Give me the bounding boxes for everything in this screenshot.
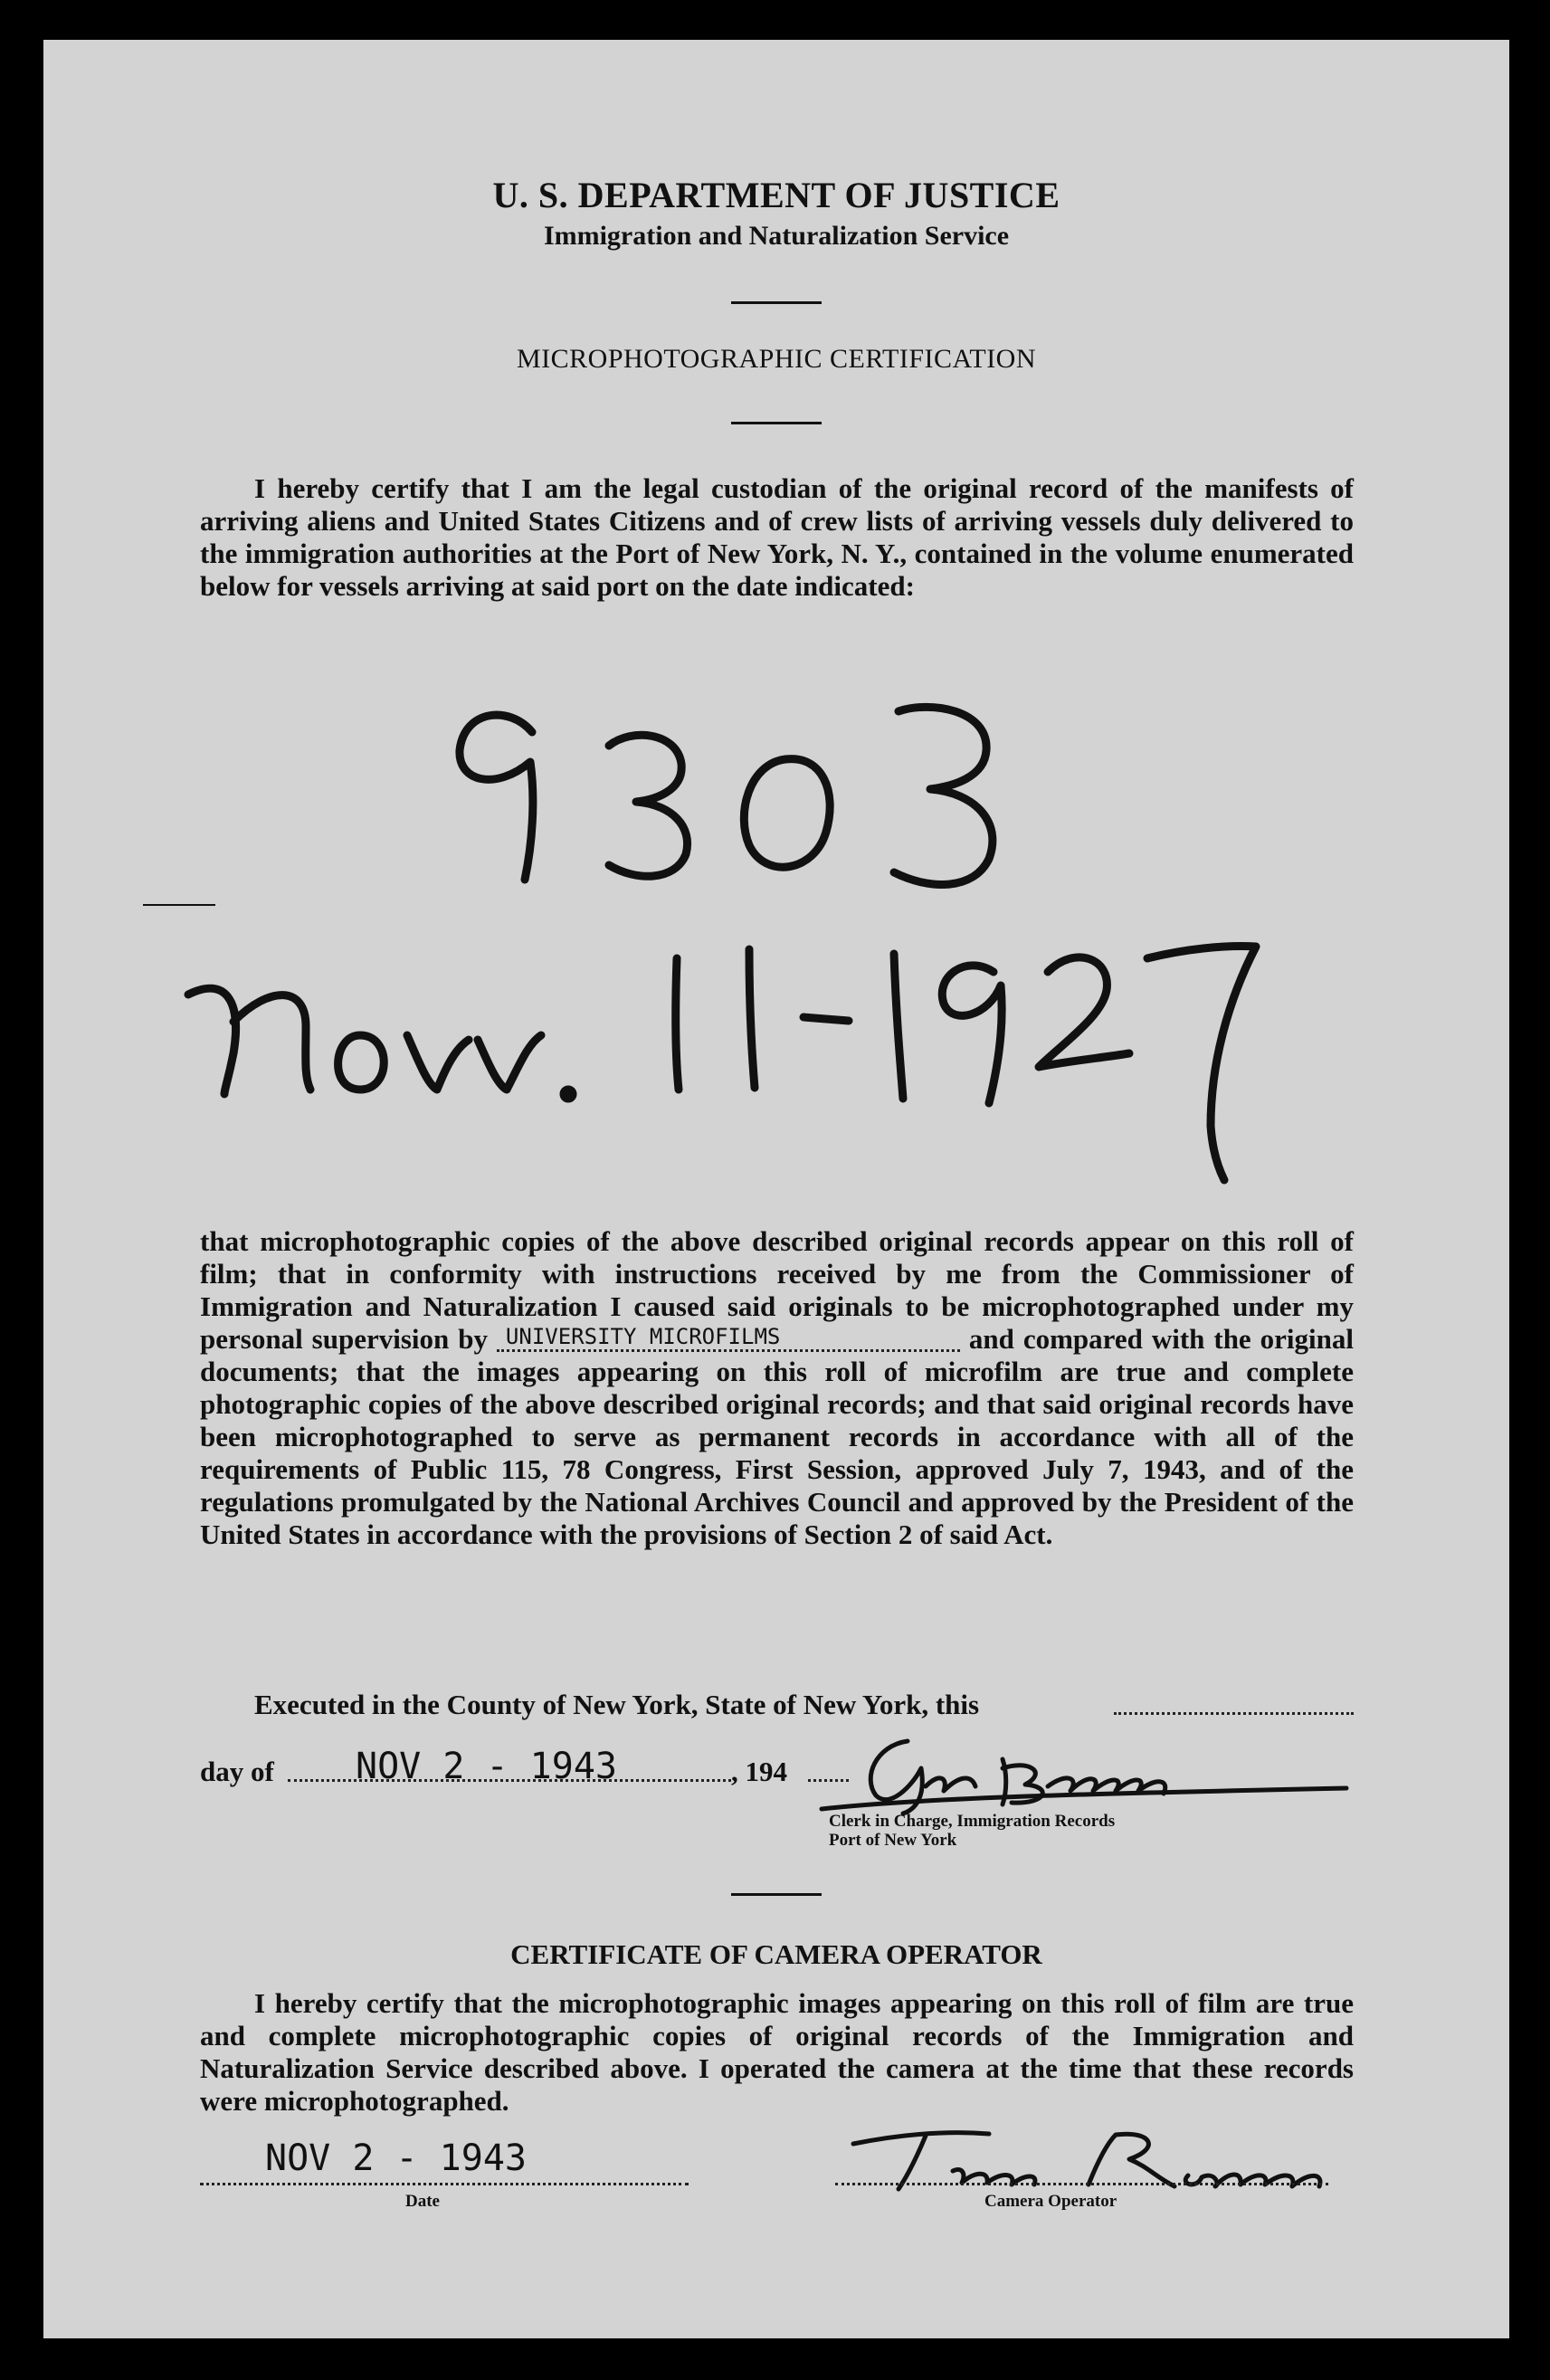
handwritten-volume-number	[423, 664, 1147, 900]
camera-certificate-text: I hereby certify that the microphotographic images appearing on this roll of film are true and complete microphotographic copies of original records of the Immigration and Naturalization Service described above. I operated the camera at the time that these records were microphotographed.	[200, 1987, 1354, 2117]
camera-date-stamp: NOV 2 - 1943	[265, 2137, 527, 2179]
department-heading: U. S. DEPARTMENT OF JUSTICE	[492, 175, 1060, 215]
camera-operator-signature	[817, 2121, 1378, 2203]
intro-paragraph: I hereby certify that I am the legal custodian of the original record of the manifests of arriving aliens and United States Citizens and of crew lists of arriving vessels duly delivered to the immigration authorities at the Port of New York, N. Y., contained in the volume enumerated below for vessels arriving at said port on the date indicated:	[200, 472, 1354, 602]
clerk-title-line-1: Clerk in Charge, Immigration Records	[829, 1812, 1116, 1831]
clerk-signature	[822, 1723, 1346, 1823]
certificate-sheet	[43, 40, 1509, 2338]
body-text-part-2: and compared with the original documents; that the images appearing on this roll of microfilm are true and complete photographic copies of the above described original records; and that said original records have been microphotographed to serve as permanent records in accordance with all of the requirements of Public 115, 78 Congress, First Session, approved July 7, 1943, and of the regulations promulgated by the National Archives Council and approved by the President of the United States in accordance with the provisions of Section 2 of said Act.	[200, 1323, 1354, 1550]
execution-date-stamp: NOV 2 - 1943	[356, 1746, 617, 1787]
certification-body-paragraph	[200, 1225, 1354, 1551]
typed-company-name: UNIVERSITY MICROFILMS	[505, 1324, 781, 1349]
supervisor-field	[497, 1322, 960, 1352]
service-subheading: Immigration and Naturalization Service	[543, 221, 1010, 251]
camera-certificate-title: CERTIFICATE OF CAMERA OPERATOR	[510, 1938, 1042, 1970]
camera-operator-label: Camera Operator	[984, 2192, 1117, 2211]
date-field	[200, 2183, 689, 2185]
stray-mark	[143, 904, 215, 906]
clerk-title-line-2: Port of New York	[829, 1831, 957, 1850]
certification-title: MICROPHOTOGRAPHIC CERTIFICATION	[516, 344, 1037, 374]
handwritten-arrival-date	[170, 909, 1419, 1198]
clerk-title	[829, 1812, 1115, 1850]
day-field	[1114, 1712, 1354, 1715]
body-text-part-1: that microphotographic copies of the above described original records appear on this roll of film; that in conformity with instructions received by me from the Commissioner of Immigration and Naturalization I caused said originals to be microphotographed under my personal supervision by	[200, 1225, 1354, 1355]
date-label: Date	[405, 2192, 440, 2211]
year-prefix: , 194	[731, 1756, 787, 1787]
day-of-label: day of	[200, 1756, 274, 1787]
camera-operator-field	[835, 2183, 1328, 2185]
divider	[731, 301, 822, 304]
divider	[731, 422, 822, 424]
execution-line: Executed in the County of New York, State of New York, this	[254, 1689, 980, 1720]
divider	[731, 1893, 822, 1896]
